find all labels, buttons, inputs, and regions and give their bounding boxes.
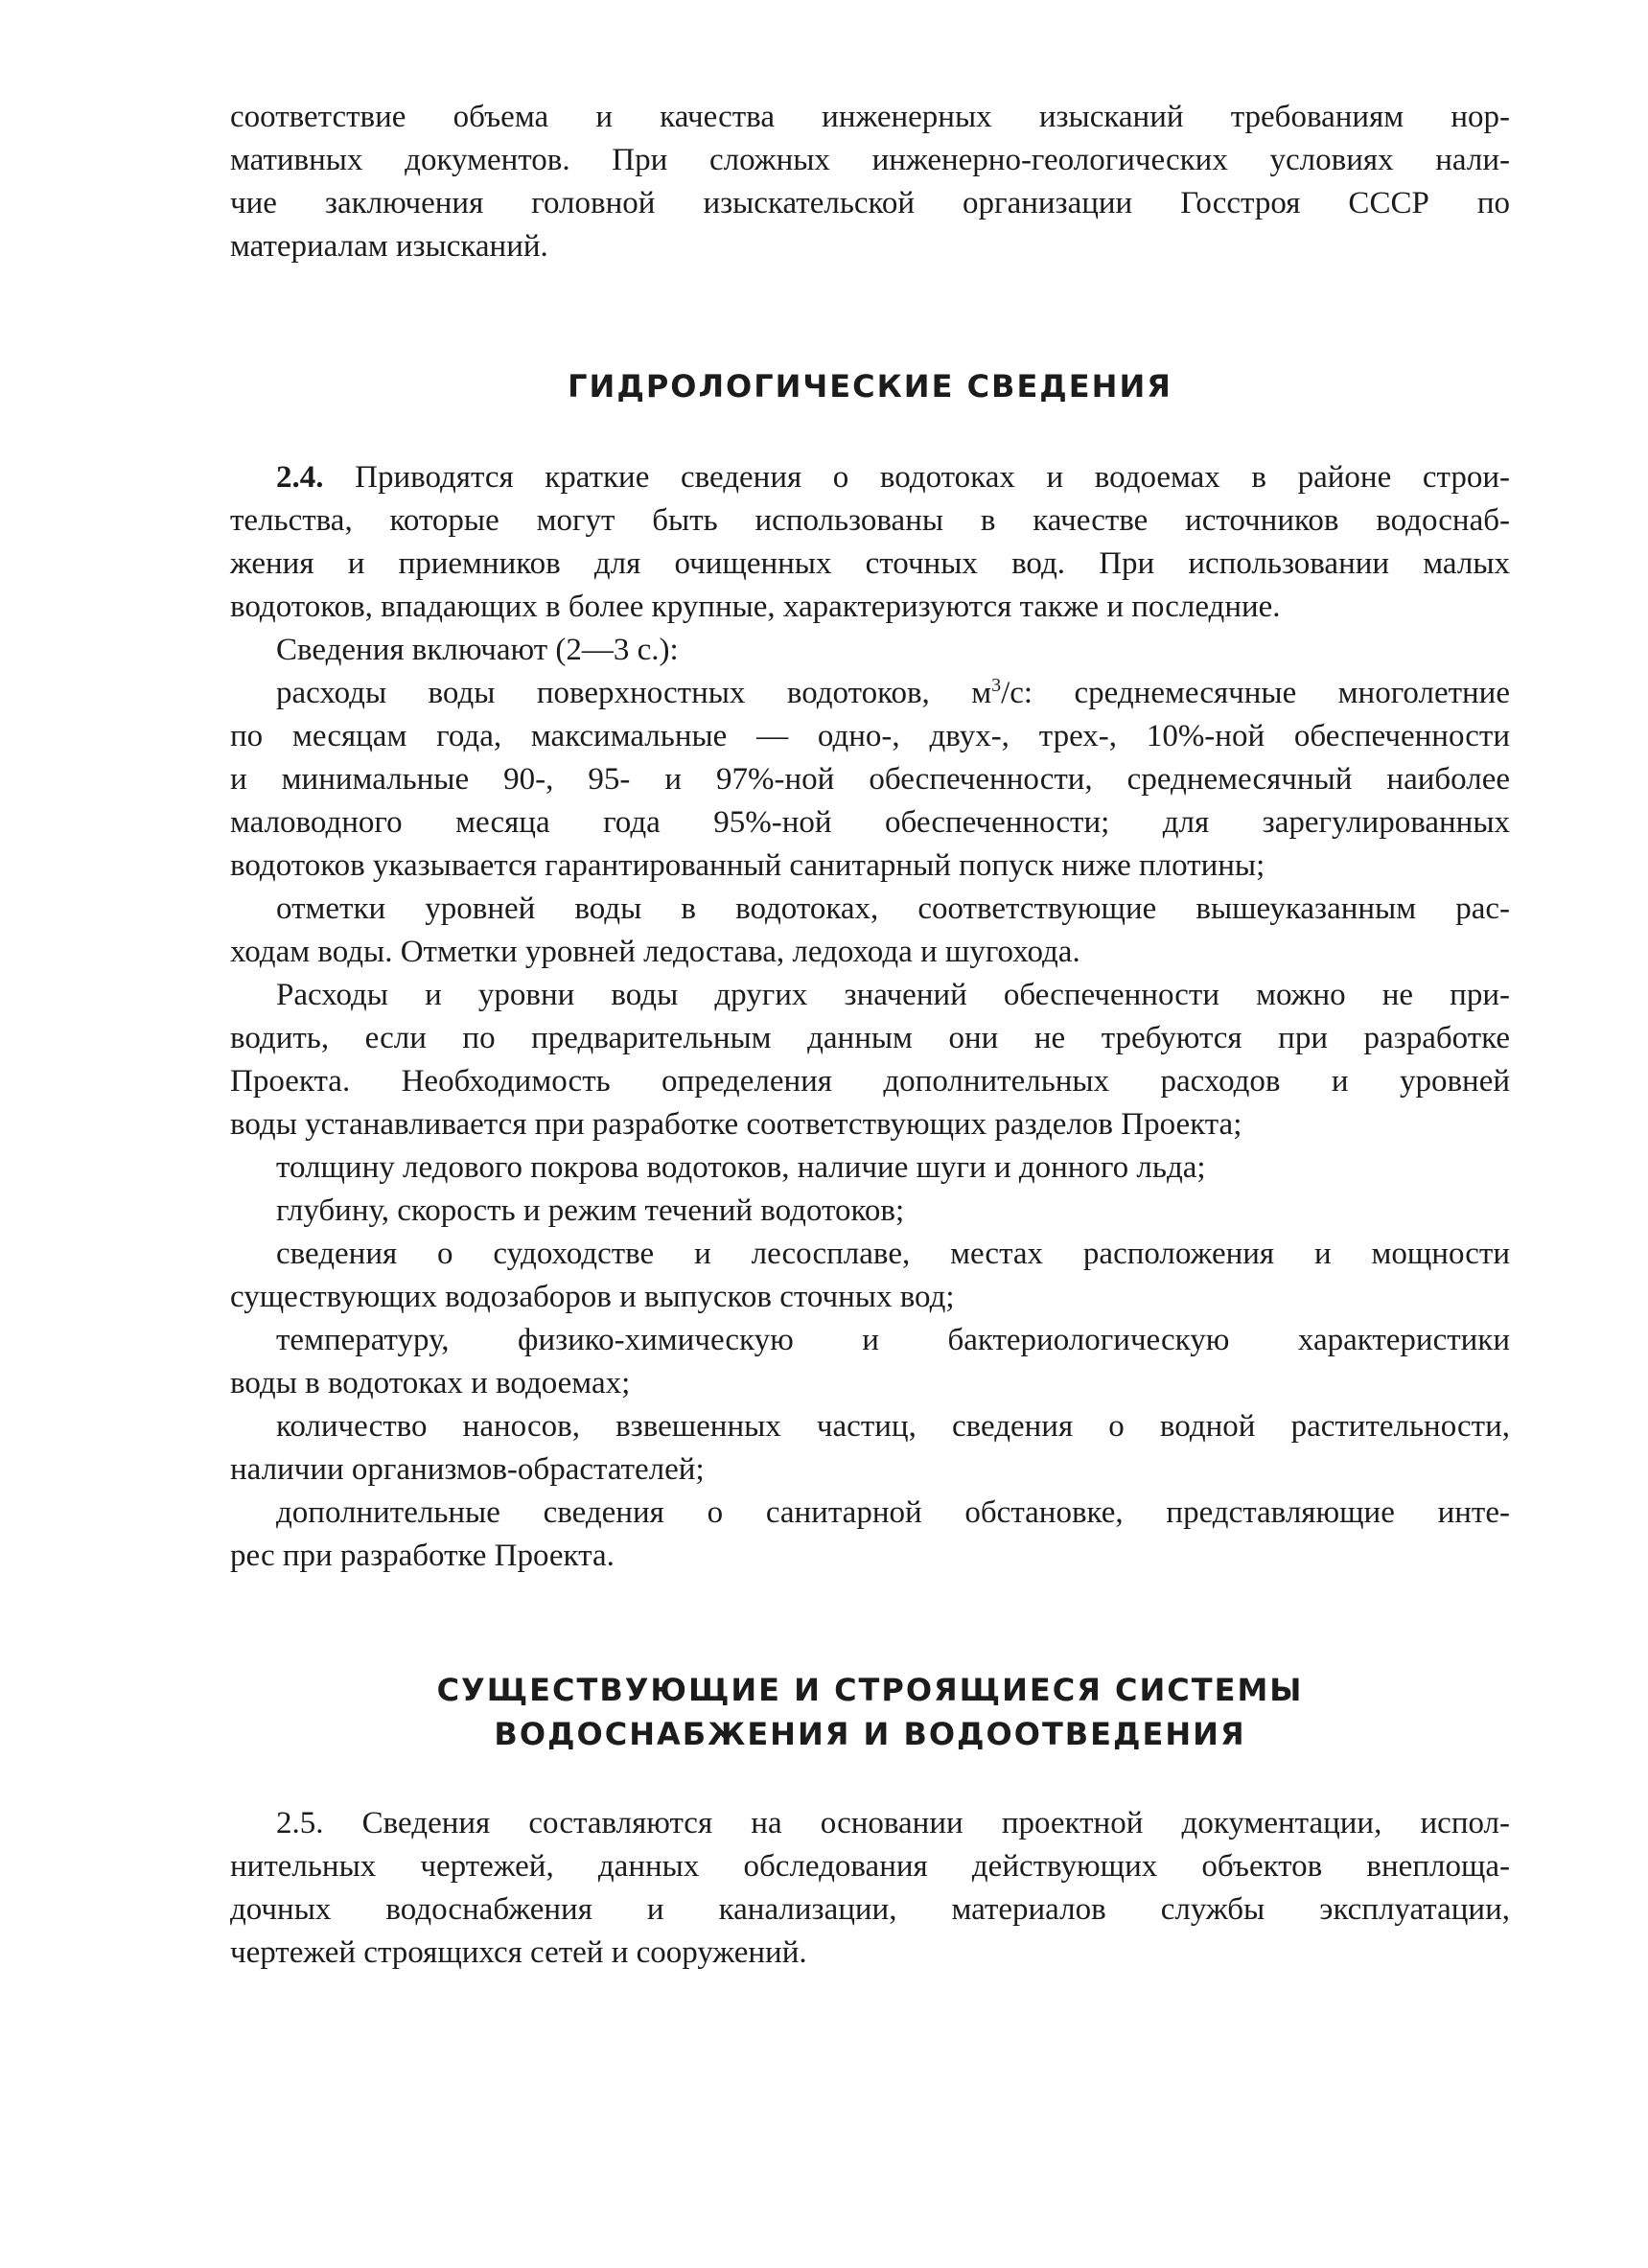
text-line: чие заключения головной изыскательской организации Госстроя СССР по xyxy=(230,186,1510,220)
heading-text: ГИДРОЛОГИЧЕСКИЕ СВЕДЕНИЯ xyxy=(568,368,1172,405)
text-line: маловодного месяца года 95%-ной обеспеченности; для зарегулированных xyxy=(230,805,1510,840)
text-line: нительных чертежей, данных обследования действующих объектов внеплоща- xyxy=(230,1849,1510,1884)
paragraph-includes xyxy=(230,629,1510,672)
text-line: мативных документов. При сложных инженерно-геологических условиях нали- xyxy=(230,143,1510,177)
text-line: тельства, которые могут быть использованы в качестве источников водоснаб- xyxy=(230,503,1510,538)
text-line: водотоков указывается гарантированный санитарный попуск ниже плотины; xyxy=(230,848,1265,883)
text-line: наличии организмов-обрастателей; xyxy=(230,1452,705,1487)
text-line: температуру, физико-химическую и бактериологическую характеристики xyxy=(276,1323,1510,1357)
text-line: соответствие объема и качества инженерных изысканий требованиям нор- xyxy=(230,100,1510,134)
paragraph-depth xyxy=(230,1190,1510,1233)
paragraph-additional xyxy=(230,1492,1510,1578)
text-line: по месяцам года, максимальные — одно-, двух-, трех-, 10%-ной обеспеченности xyxy=(230,719,1510,753)
text-line: существующих водозаборов и выпусков сточных вод; xyxy=(230,1280,955,1314)
text-line: количество наносов, взвешенных частиц, сведения о водной растительности, xyxy=(276,1409,1510,1444)
text-line: дочных водоснабжения и канализации, материалов службы эксплуатации, xyxy=(230,1892,1510,1927)
heading-line: ВОДОСНАБЖЕНИЯ И ВОДООТВЕДЕНИЯ xyxy=(494,1716,1246,1752)
paragraph-number: 2.5. xyxy=(276,1806,324,1840)
text-line: водить, если по предварительным данным они не требуются при разработке xyxy=(230,1021,1510,1055)
paragraph-number: 2.4. xyxy=(276,460,324,495)
text-line: Проекта. Необходимость определения дополнительных расходов и уровней xyxy=(230,1064,1510,1099)
text-fragment: /с: среднемесячные многолетние xyxy=(1001,676,1510,710)
intro-paragraph xyxy=(230,96,1510,268)
text-line: сведения о судоходстве и лесосплаве, местах расположения и мощности xyxy=(276,1237,1510,1271)
paragraph-2-4 xyxy=(230,456,1510,629)
section-heading-water-systems xyxy=(230,1668,1510,1756)
text-line xyxy=(230,1802,1510,1845)
heading-line: СУЩЕСТВУЮЩИЕ И СТРОЯЩИЕСЯ СИСТЕМЫ xyxy=(436,1672,1304,1708)
paragraph-navigation xyxy=(230,1233,1510,1319)
text-line: глубину, скорость и режим течений водотоков; xyxy=(276,1193,905,1228)
text-line: жения и приемников для очищенных сточных вод. При использовании малых xyxy=(230,546,1510,581)
text-line: воды в водотоках и водоемах; xyxy=(230,1366,631,1400)
text-line: толщину ледового покрова водотоков, наличие шуги и донного льда; xyxy=(276,1150,1206,1185)
text-line: Сведения включают (2—3 с.): xyxy=(276,633,679,667)
text-line xyxy=(230,672,1510,715)
text-line: Расходы и уровни воды других значений обеспеченности можно не при- xyxy=(276,978,1510,1012)
text-line: водотоков, впадающих в более крупные, характеризуются также и последние. xyxy=(230,590,1281,624)
text-fragment: расходы воды поверхностных водотоков, м xyxy=(276,676,992,710)
paragraph-levels xyxy=(230,888,1510,974)
section-heading-hydrology xyxy=(230,364,1510,408)
text-line xyxy=(230,456,1510,499)
paragraph-sediment xyxy=(230,1405,1510,1492)
paragraph-flows xyxy=(230,672,1510,888)
text-line: отметки уровней воды в водотоках, соответствующие вышеуказанным рас- xyxy=(276,891,1510,926)
paragraph-other-values xyxy=(230,974,1510,1146)
superscript: 3 xyxy=(991,675,1002,696)
paragraph-ice xyxy=(230,1146,1510,1190)
text-line: воды устанавливается при разработке соответствующих разделов Проекта; xyxy=(230,1107,1242,1142)
paragraph-2-5 xyxy=(230,1802,1510,1975)
text-fragment: Сведения составляются на основании проектной документации, испол- xyxy=(323,1806,1510,1840)
text-line: дополнительные сведения о санитарной обстановке, представляющие инте- xyxy=(276,1495,1510,1530)
text-fragment: Приводятся краткие сведения о водотоках и водоемах в районе строи- xyxy=(323,460,1510,495)
text-line: ходам воды. Отметки уровней ледостава, ледохода и шугохода. xyxy=(230,935,1080,969)
text-line: материалам изысканий. xyxy=(230,229,548,264)
text-line: чертежей строящихся сетей и сооружений. xyxy=(230,1935,807,1970)
paragraph-temperature xyxy=(230,1319,1510,1405)
text-line: рес при разработке Проекта. xyxy=(230,1539,615,1573)
text-line: и минимальные 90-, 95- и 97%-ной обеспеченности, среднемесячный наиболее xyxy=(230,762,1510,797)
